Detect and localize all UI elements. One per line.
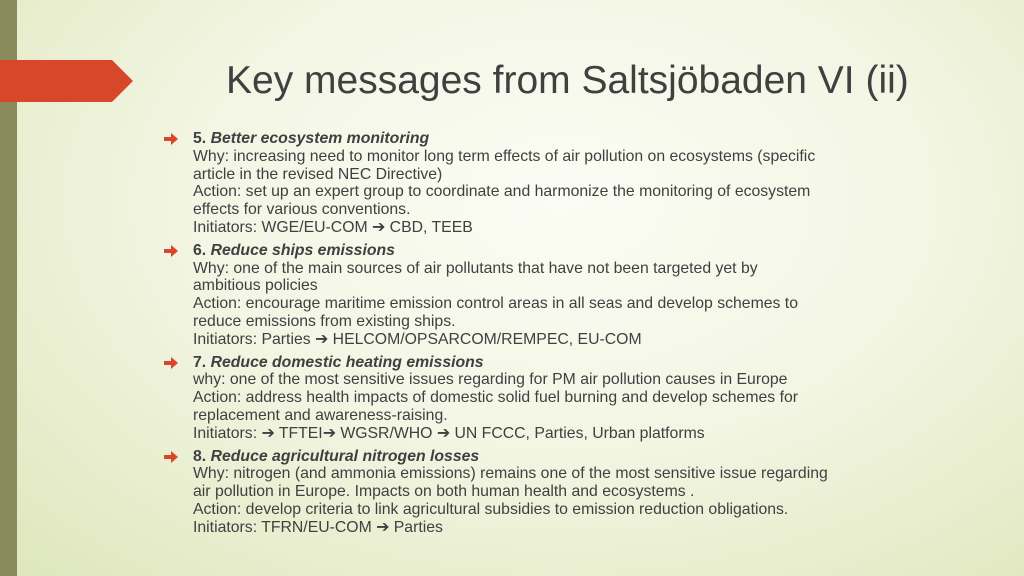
arrow-right-icon: [164, 245, 178, 257]
slide-title: Key messages from Saltsjöbaden VI (ii): [226, 59, 909, 102]
item-line: Why: one of the main sources of air pollutants that have not been targeted yet by: [193, 259, 758, 277]
item-line: reduce emissions from existing ships.: [193, 312, 456, 330]
item-line: Action: encourage maritime emission control areas in all seas and develop schemes to: [193, 295, 798, 313]
item-number: 6.: [193, 241, 207, 259]
bullet-list: [160, 130, 1000, 542]
arrow-right-icon: [164, 451, 178, 463]
item-line: effects for various conventions.: [193, 201, 411, 219]
item-heading: [193, 130, 1000, 148]
item-line: ambitious policies: [193, 277, 318, 295]
list-item: [160, 354, 1000, 443]
arrow-right-icon: [164, 133, 178, 145]
list-item: [160, 130, 1000, 237]
item-title: Reduce domestic heating emissions: [210, 353, 484, 371]
arrow-right-icon: [164, 357, 178, 369]
item-line: Action: set up an expert group to coordinate and harmonize the monitoring of ecosystem: [193, 183, 811, 201]
list-item: [160, 448, 1000, 537]
item-line: Action: develop criteria to link agricultural subsidies to emission reduction obligations.: [193, 500, 789, 518]
item-title: Reduce ships emissions: [210, 241, 395, 259]
title-accent-arrow: [0, 60, 133, 102]
item-heading: [193, 354, 1000, 372]
item-heading: [193, 242, 1000, 260]
item-title: Better ecosystem monitoring: [210, 130, 430, 147]
item-line: Initiators: ➔ TFTEI➔ WGSR/WHO ➔ UN FCCC, Parties, Urban platforms: [193, 424, 705, 442]
list-item: [160, 242, 1000, 349]
item-line: article in the revised NEC Directive): [193, 165, 443, 183]
item-line: Initiators: WGE/EU-COM ➔ CBD, TEEB: [193, 218, 473, 236]
item-line: Initiators: TFRN/EU-COM ➔ Parties: [193, 518, 443, 536]
item-line: why: one of the most sensitive issues regarding for PM air pollution causes in Europe: [193, 371, 788, 389]
item-heading: [193, 448, 1000, 466]
item-line: Why: nitrogen (and ammonia emissions) remains one of the most sensitive issue regarding: [193, 465, 828, 483]
item-line: air pollution in Europe. Impacts on both human health and ecosystems .: [193, 483, 695, 501]
item-number: 7.: [193, 353, 207, 371]
item-line: Initiators: Parties ➔ HELCOM/OPSARCOM/REMPEC, EU-COM: [193, 330, 642, 348]
item-line: Action: address health impacts of domestic solid fuel burning and develop schemes for: [193, 389, 799, 407]
item-line: Why: increasing need to monitor long term effects of air pollution on ecosystems (specific: [193, 147, 816, 165]
item-number: 5.: [193, 130, 207, 147]
item-number: 8.: [193, 447, 207, 465]
item-line: replacement and awareness-raising.: [193, 406, 448, 424]
item-title: Reduce agricultural nitrogen losses: [210, 447, 480, 465]
